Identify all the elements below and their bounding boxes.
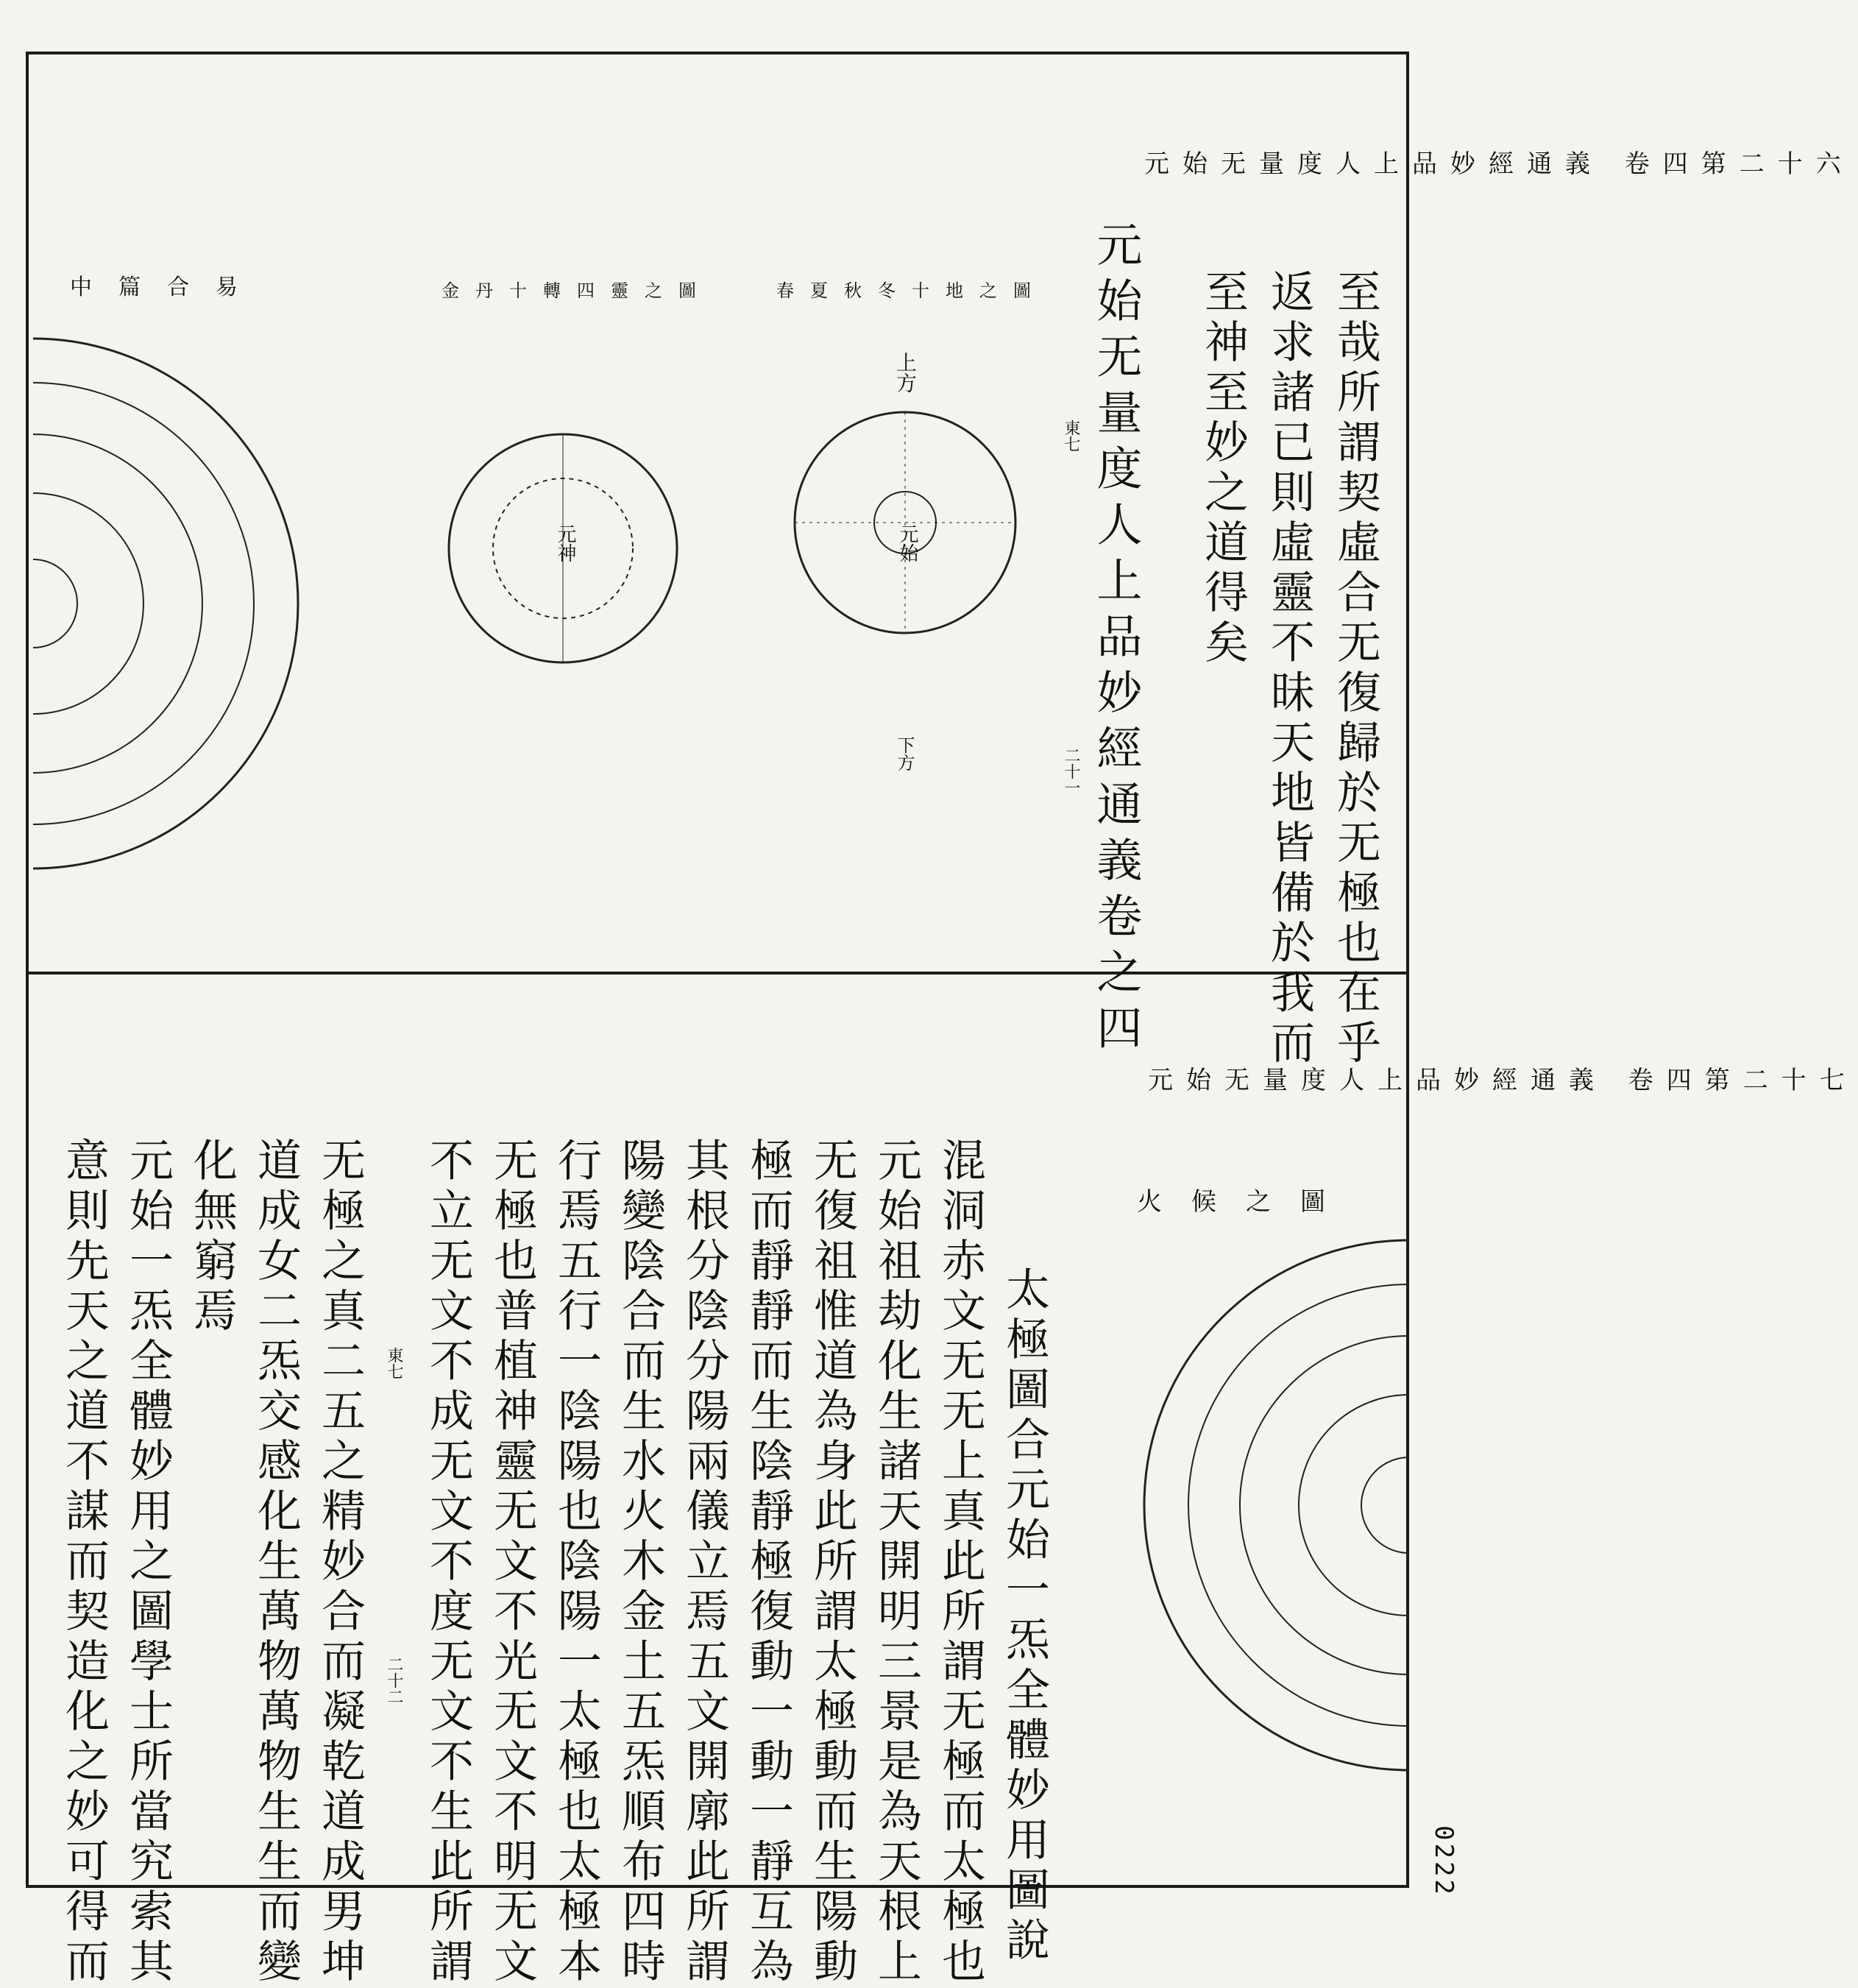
top-text-col-1: 至哉所謂契虛合无復歸於无極也在乎 bbox=[1330, 269, 1381, 1069]
diagram3-half-circle-chart bbox=[33, 324, 313, 883]
diagram1-bottom-label: 下方 bbox=[894, 736, 915, 771]
diagram1-center-label: 元始 bbox=[896, 524, 918, 562]
bottom-margin-note-1: 東七 bbox=[385, 1347, 403, 1379]
bottom-diagram-caption: 火候之圖 bbox=[1137, 1187, 1355, 1217]
bottom-text-col-14: 元始一炁全體妙用之圖學士所當究索其 bbox=[122, 1137, 174, 1988]
bottom-half-circle-chart bbox=[1118, 1237, 1413, 1774]
bottom-text-col-1: 太極圖合元始一炁全體妙用圖說 bbox=[999, 1266, 1050, 1967]
bottom-text-col-11: 无極之真二五之精妙合而凝乾道成男坤 bbox=[314, 1137, 366, 1988]
bottom-text-col-4: 无復祖惟道為身此所謂太極動而生陽動 bbox=[806, 1137, 858, 1988]
bottom-text-col-13: 化無窮焉 bbox=[186, 1137, 238, 1337]
bottom-text-col-7: 陽變陰合而生水火木金土五炁順布四時 bbox=[614, 1137, 666, 1988]
bottom-text-col-10: 不立无文不成无文不度无文不生此所謂 bbox=[422, 1137, 474, 1988]
top-running-head: 元始无量度人上品妙經通義 卷四第二十六 bbox=[1144, 149, 1854, 179]
bottom-text-col-8: 行焉五行一陰陽也陰陽一太極也太極本 bbox=[550, 1137, 602, 1988]
top-margin-note-1: 東七 bbox=[1062, 420, 1080, 452]
bottom-text-col-15: 意則先天之道不謀而契造化之妙可得而 bbox=[58, 1137, 110, 1988]
bottom-margin-note-2: 二十二 bbox=[385, 1656, 403, 1705]
page-divider bbox=[26, 972, 1409, 974]
diagram2-caption: 金丹十轉四靈之圖 bbox=[442, 280, 712, 301]
top-text-col-3: 至神至妙之道得矣 bbox=[1197, 269, 1249, 669]
diagram2-center-label: 元神 bbox=[554, 524, 576, 562]
bottom-text-col-5: 極而靜靜而生陰靜極復動一動一靜互為 bbox=[742, 1137, 794, 1988]
top-title: 元始无量度人上品妙經通義卷之四 bbox=[1089, 221, 1143, 1060]
bottom-text-col-12: 道成女二炁交感化生萬物萬物生生而變 bbox=[250, 1137, 302, 1988]
diagram1-top-label: 上方 bbox=[893, 352, 918, 393]
bottom-text-col-6: 其根分陰分陽兩儀立焉五文開廓此所謂 bbox=[678, 1137, 730, 1988]
diagram3-caption: 中篇合易 bbox=[70, 275, 264, 300]
page-number: 0222 bbox=[1429, 1825, 1458, 1897]
bottom-running-head: 元始无量度人上品妙經通義 卷四第二十七 bbox=[1148, 1066, 1858, 1095]
bottom-text-col-9: 无極也普植神靈无文不光无文不明无文 bbox=[486, 1137, 538, 1988]
bottom-text-col-2: 混洞赤文无无上真此所謂无極而太極也 bbox=[935, 1137, 986, 1988]
top-text-col-2: 返求諸已則虛靈不昧天地皆備於我而 bbox=[1263, 269, 1315, 1069]
bottom-text-col-3: 元始祖劫化生諸天開明三景是為天根上 bbox=[871, 1137, 922, 1988]
diagram1-caption: 春夏秋冬十地之圖 bbox=[776, 280, 1047, 301]
top-margin-note-2: 二十一 bbox=[1062, 747, 1080, 796]
